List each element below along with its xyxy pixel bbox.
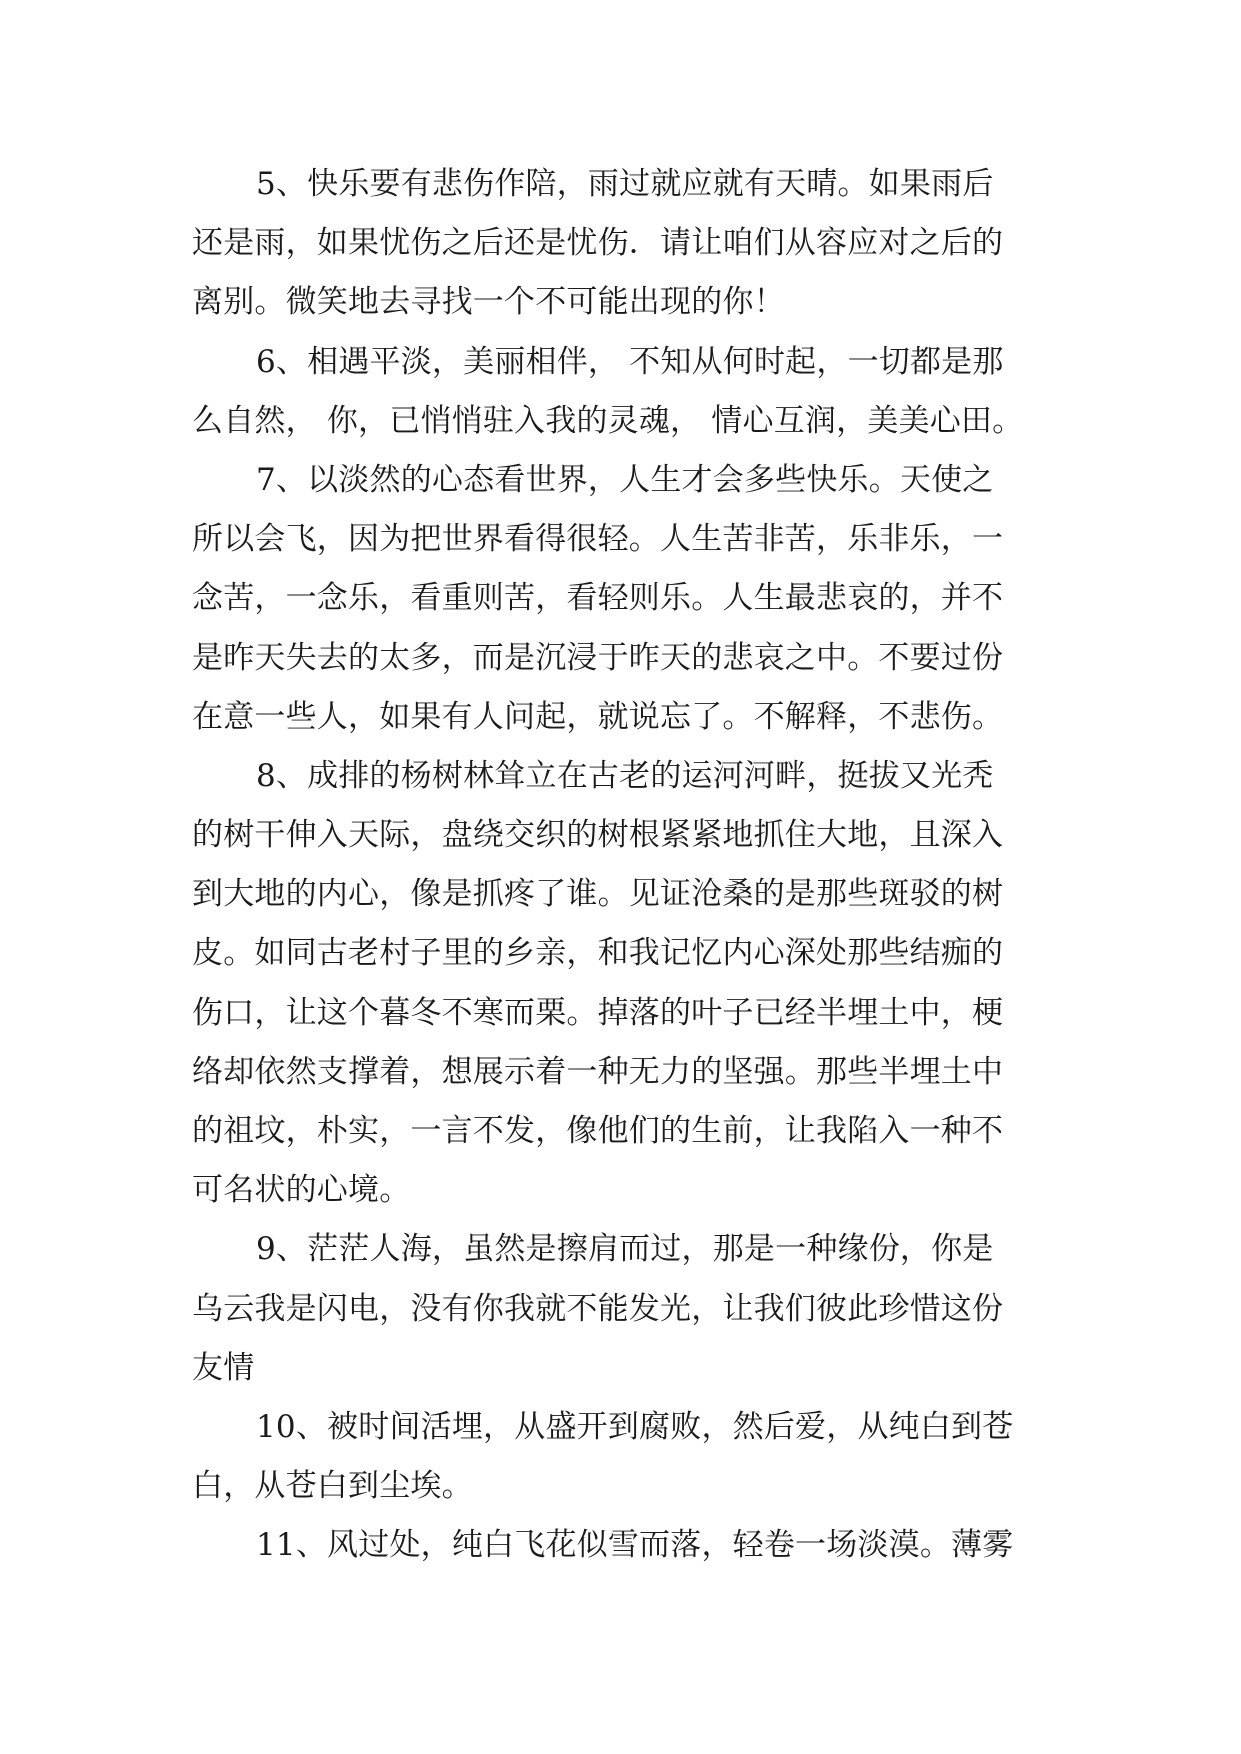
paragraph-line: 所以会飞，因为把世界看得很轻。人生苦非苦，乐非乐，一 [192, 521, 1004, 558]
paragraph-line: 10、被时间活埋，从盛开到腐败，然后爱，从纯白到苍 [256, 1408, 1014, 1445]
paragraph-line: 皮。如同古老村子里的乡亲，和我记忆内心深处那些结痂的 [192, 935, 1004, 972]
paragraph-line: 的祖坟，朴实，一言不发，像他们的生前，让我陷入一种不 [192, 1113, 1004, 1149]
paragraph-line: 在意一些人，如果有人问起，就说忘了。不解释，不悲伤。 [192, 698, 1004, 735]
paragraph-line: 6、相遇平淡，美丽相伴， 不知从何时起，一切都是那 [256, 343, 1004, 380]
paragraph-line: 络却依然支撑着，想展示着一种无力的坚强。那些半埋土中 [192, 1053, 1004, 1090]
document-body [192, 155, 1072, 1576]
paragraph-line: 5、快乐要有悲伤作陪，雨过就应就有天晴。如果雨后 [256, 166, 994, 202]
paragraph-line: 9、茫茫人海，虽然是擦肩而过，那是一种缘份，你是 [256, 1231, 994, 1268]
paragraph-line: 7、以淡然的心态看世界，人生才会多些快乐。天使之 [256, 461, 994, 498]
paragraph-line: 伤口，让这个暮冬不寒而栗。掉落的叶子已经半埋土中，梗 [192, 994, 1004, 1031]
paragraph-line: 友情 [192, 1349, 255, 1386]
paragraph-line: 离别。微笑地去寻找一个不可能出现的你！ [192, 284, 785, 321]
paragraph-line: 么自然， 你，已悄悄驻入我的灵魂， 情心互润，美美心田。 [192, 402, 1024, 439]
paragraph-line: 可名状的心境。 [192, 1172, 411, 1209]
paragraph-line: 8、成排的杨树林耸立在古老的运河河畔，挺拔又光秃 [256, 757, 994, 794]
paragraph-line: 还是雨，如果忧伤之后还是忧伤．请让咱们从容应对之后的 [192, 225, 1004, 262]
paragraph-line: 白，从苍白到尘埃。 [192, 1468, 473, 1505]
paragraph-line: 到大地的内心，像是抓疼了谁。见证沧桑的是那些斑驳的树 [192, 876, 1004, 913]
paragraph-line: 念苦，一念乐，看重则苦，看轻则乐。人生最悲哀的，并不 [192, 580, 1004, 617]
paragraph-line: 是昨天失去的太多，而是沉浸于昨天的悲哀之中。不要过份 [192, 639, 1004, 676]
paragraph-line: 的树干伸入天际，盘绕交织的树根紧紧地抓住大地，且深入 [192, 817, 1004, 854]
paragraph-line: 11、风过处，纯白飞花似雪而落，轻卷一场淡漠。薄雾 [256, 1527, 1014, 1564]
paragraph-line: 乌云我是闪电，没有你我就不能发光，让我们彼此珍惜这份 [192, 1290, 1004, 1327]
